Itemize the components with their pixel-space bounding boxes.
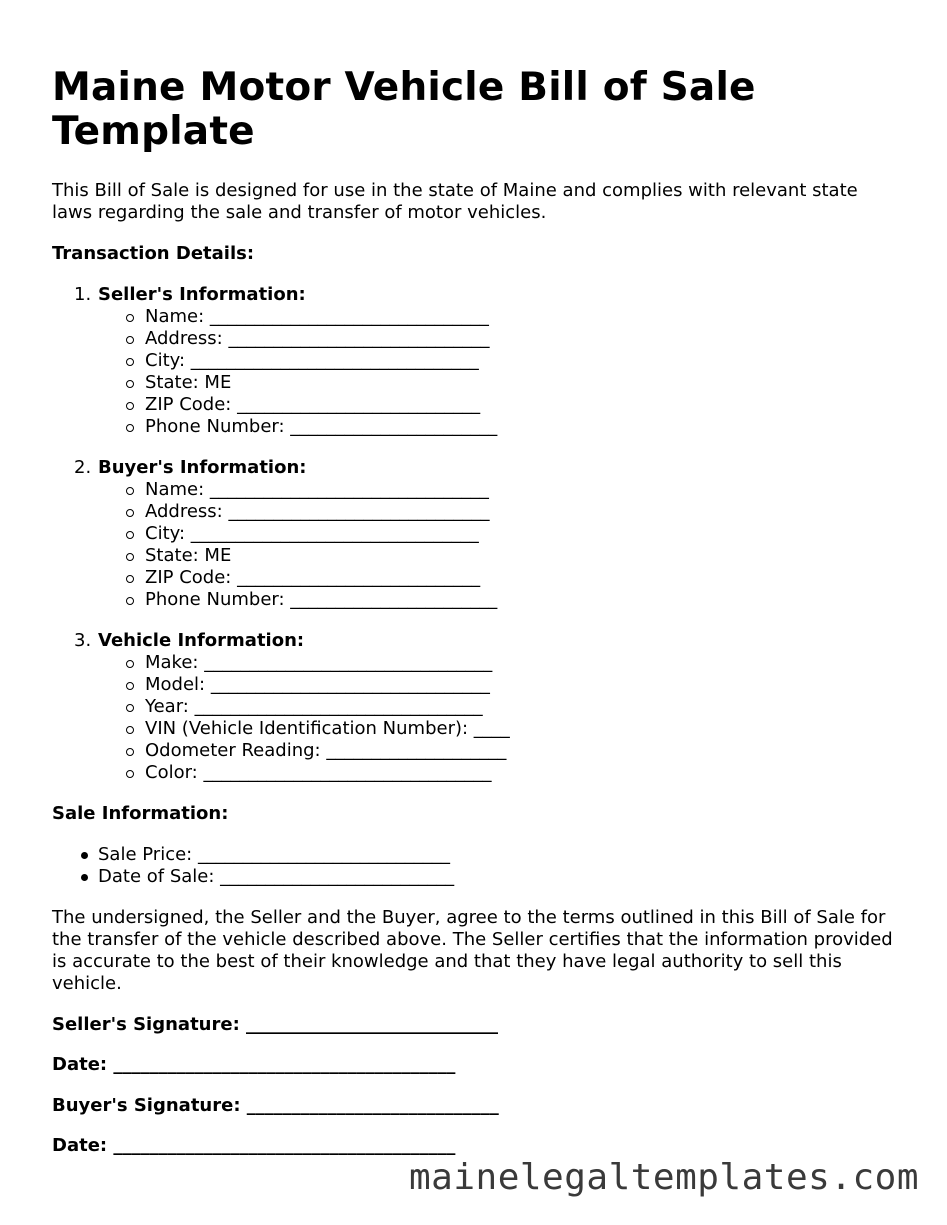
buyer-phone-field[interactable]: Phone Number: _______________________: [52, 589, 852, 611]
buyer-state-field: State: ME: [52, 545, 852, 567]
sale-information-heading: Sale Information:: [52, 803, 229, 824]
buyer-city-field[interactable]: City: ________________________________: [52, 523, 852, 545]
buyer-zip-field[interactable]: ZIP Code: ___________________________: [52, 567, 852, 589]
vehicle-model-field[interactable]: Model: _______________________________: [52, 674, 852, 696]
intro-paragraph: This Bill of Sale is designed for use in the state of Maine and complies with relevant state laws regarding the sale and transfer of motor vehicles.: [52, 180, 858, 223]
vehicle-vin-field[interactable]: VIN (Vehicle Identification Number): ____: [52, 718, 852, 740]
vehicle-fields-list: [52, 652, 852, 784]
vehicle-odometer-field[interactable]: Odometer Reading: ____________________: [52, 740, 852, 762]
seller-fields-list: [52, 306, 852, 438]
transaction-details-heading: Transaction Details:: [52, 243, 255, 264]
seller-information-section: [52, 284, 852, 438]
seller-state-field: State: ME: [52, 372, 852, 394]
seller-signature-line[interactable]: Seller's Signature: ____________________________: [52, 1014, 499, 1035]
vehicle-make-field[interactable]: Make: ________________________________: [52, 652, 852, 674]
page-title: Maine Motor Vehicle Bill of Sale Template: [52, 65, 756, 154]
section-title: Vehicle Information:: [98, 630, 305, 651]
seller-phone-field[interactable]: Phone Number: _______________________: [52, 416, 852, 438]
seller-address-field[interactable]: Address: _____________________________: [52, 328, 852, 350]
seller-city-field[interactable]: City: ________________________________: [52, 350, 852, 372]
buyer-information-section: [52, 457, 852, 611]
seller-date-line[interactable]: Date: ______________________________________: [52, 1054, 456, 1075]
date-of-sale-field[interactable]: Date of Sale: __________________________: [52, 866, 454, 888]
section-title: Seller's Information:: [98, 284, 306, 305]
seller-zip-field[interactable]: ZIP Code: ___________________________: [52, 394, 852, 416]
section-number: 2.: [74, 457, 92, 478]
buyer-name-field[interactable]: Name: _______________________________: [52, 479, 852, 501]
buyer-fields-list: [52, 479, 852, 611]
vehicle-color-field[interactable]: Color: ________________________________: [52, 762, 852, 784]
section-number: 1.: [74, 284, 92, 305]
buyer-signature-line[interactable]: Buyer's Signature: ____________________________: [52, 1095, 499, 1116]
section-number: 3.: [74, 630, 92, 651]
section-title: Buyer's Information:: [98, 457, 307, 478]
vehicle-year-field[interactable]: Year: ________________________________: [52, 696, 852, 718]
agreement-paragraph: The undersigned, the Seller and the Buyer, agree to the terms outlined in this Bill of Sale for the transfer of the vehicle described above. The Seller certifies that the information provided is accurate to the best of their knowledge and that they have legal authority to sell this vehicle.: [52, 907, 893, 994]
seller-name-field[interactable]: Name: _______________________________: [52, 306, 852, 328]
sale-price-field[interactable]: Sale Price: ____________________________: [52, 844, 454, 866]
buyer-address-field[interactable]: Address: _____________________________: [52, 501, 852, 523]
watermark-text: mainelegaltemplates.com: [409, 1157, 919, 1198]
vehicle-information-section: [52, 630, 852, 784]
sale-fields-list: [52, 844, 454, 888]
buyer-date-line[interactable]: Date: ______________________________________: [52, 1135, 456, 1156]
